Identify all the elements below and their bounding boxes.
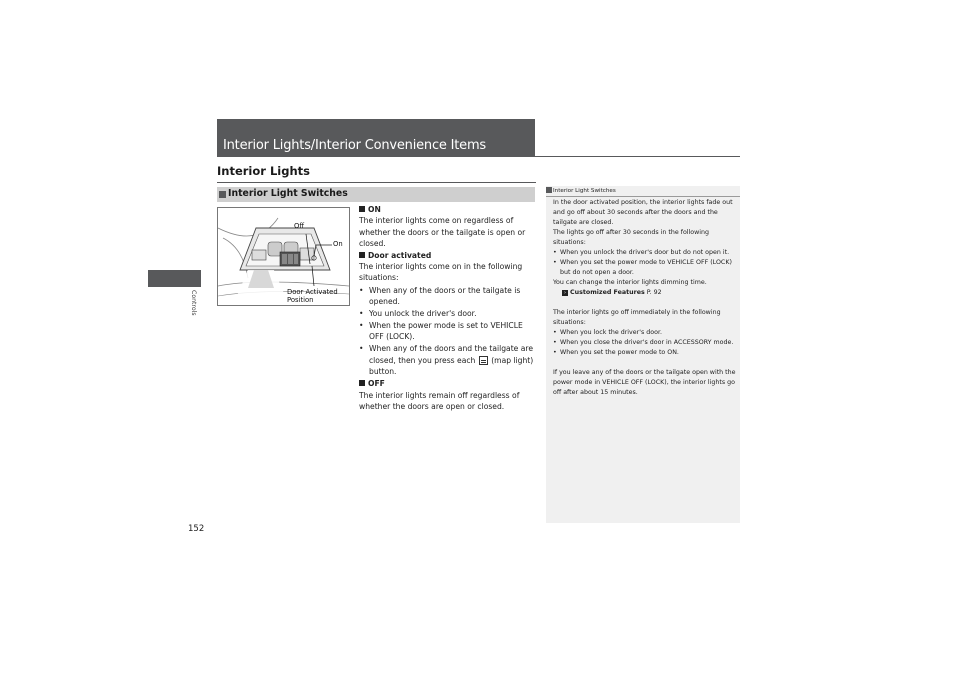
chapter-divider xyxy=(217,156,740,157)
door-activated-list xyxy=(359,285,537,378)
list-item: • When you set the power mode to ON. xyxy=(553,348,736,358)
side-tab-label: Controls xyxy=(190,290,197,316)
section-divider xyxy=(217,182,536,183)
list-item: • You unlock the driver's door. xyxy=(359,308,537,319)
list-item: • When you lock the driver's door. xyxy=(553,328,736,338)
door-activated-label: Door Activated xyxy=(287,288,338,296)
square-bullet-icon xyxy=(359,252,365,258)
door-activated-position-label: Position xyxy=(287,296,314,304)
chapter-banner xyxy=(217,119,535,157)
note-list xyxy=(553,248,736,278)
door-activated-heading: Door activated xyxy=(359,250,537,261)
map-light-icon xyxy=(479,356,488,365)
list-item: • When any of the doors or the tailgate is opened. xyxy=(359,285,537,308)
interior-light-switch-illustration xyxy=(217,207,350,306)
note-paragraph: If you leave any of the doors or the tailgate open with the power mode in VEHICLE OFF (LOCK), the interior lights go off after about 15 minutes. xyxy=(553,369,736,396)
list-item: • When the power mode is set to VEHICLE OFF (LOCK). xyxy=(359,320,537,343)
switch-descriptions xyxy=(359,204,537,412)
note-list xyxy=(553,328,736,358)
subsection-title: Interior Light Switches xyxy=(228,188,348,199)
list-item: • When you close the driver's door in ACCESSORY mode. xyxy=(553,338,736,348)
off-position-label: Off xyxy=(294,222,305,230)
section-title: Interior Lights xyxy=(217,164,310,178)
list-item: • When you unlock the driver's door but do not open it. xyxy=(553,248,736,258)
page-number: 152 xyxy=(188,524,205,534)
note-panel xyxy=(546,186,740,523)
note-body xyxy=(553,198,736,398)
subsection-marker-icon xyxy=(219,191,226,198)
list-item: • When any of the doors and the tailgate are closed, then you press each (map light) button. xyxy=(359,343,537,377)
chapter-side-tab xyxy=(148,270,201,287)
reference-icon xyxy=(546,187,552,193)
note-paragraph: In the door activated position, the interior lights fade out and go off about 30 seconds after the doors and the tailgate are closed. xyxy=(553,199,733,226)
note-paragraph: The interior lights go off immediately in the following situations: xyxy=(553,309,721,326)
list-item: • When you set the power mode to VEHICLE OFF (LOCK) but do not open a door. xyxy=(553,258,736,278)
note-heading: Interior Light Switches xyxy=(546,186,740,197)
cross-reference-link[interactable]: › Customized Features P. 92 xyxy=(564,289,662,296)
off-heading: OFF xyxy=(359,378,537,389)
square-bullet-icon xyxy=(359,206,365,212)
note-paragraph: The lights go off after 30 seconds in the following situations: xyxy=(553,229,710,246)
chapter-title: Interior Lights/Interior Convenience Items xyxy=(223,138,487,153)
door-activated-description: The interior lights come on in the following situations: xyxy=(359,262,523,283)
on-description: The interior lights come on regardless of whether the doors or the tailgate is open or closed. xyxy=(359,216,526,249)
subsection-bar xyxy=(217,187,535,202)
note-paragraph: You can change the interior lights dimming time. xyxy=(553,279,707,286)
off-description: The interior lights remain off regardless of whether the doors are open or closed. xyxy=(359,390,520,411)
square-bullet-icon xyxy=(359,380,365,386)
arrow-right-icon: › xyxy=(564,290,566,296)
on-position-label: On xyxy=(333,240,343,248)
on-heading: ON xyxy=(359,204,537,215)
